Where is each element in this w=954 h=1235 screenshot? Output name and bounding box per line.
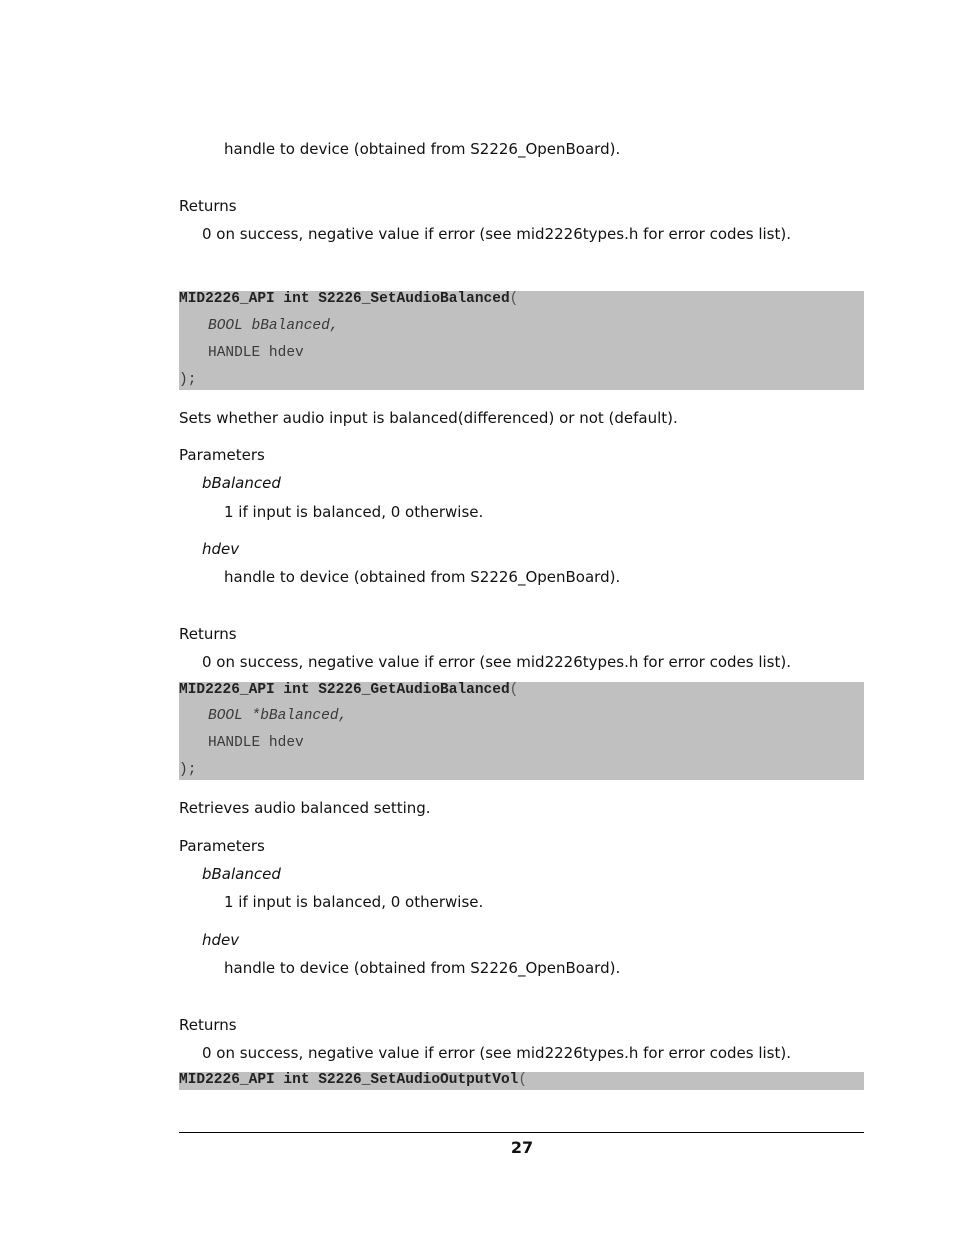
returns-heading-1: Returns bbox=[179, 197, 237, 215]
param-desc-hdev: handle to device (obtained from S2226_OpenBoard). bbox=[224, 959, 621, 977]
param-name-bbalanced: bBalanced bbox=[202, 474, 281, 492]
code-arg-bbalanced: BOOL *bBalanced, bbox=[208, 708, 348, 724]
footer-divider bbox=[179, 1132, 864, 1133]
code-block-get-audio-balanced bbox=[179, 682, 864, 780]
code-block-set-audio-balanced bbox=[179, 291, 864, 390]
description-get: Retrieves audio balanced setting. bbox=[179, 799, 431, 817]
code-arg-hdev: HANDLE hdev bbox=[208, 735, 304, 751]
returns-heading-2: Returns bbox=[179, 625, 237, 643]
function-signature: MID2226_API int S2226_SetAudioOutputVol( bbox=[179, 1072, 528, 1088]
code-close: ); bbox=[179, 372, 197, 388]
param-name-hdev: hdev bbox=[202, 931, 240, 949]
page-number: 27 bbox=[510, 1138, 534, 1157]
code-block-set-audio-output-vol bbox=[179, 1072, 864, 1090]
parameters-heading-2: Parameters bbox=[179, 837, 265, 855]
param-name-hdev: hdev bbox=[202, 540, 240, 558]
code-arg-bbalanced: BOOL bBalanced, bbox=[208, 318, 339, 334]
returns-text-3: 0 on success, negative value if error (see mid2226types.h for error codes list). bbox=[202, 1044, 791, 1062]
returns-text-2: 0 on success, negative value if error (see mid2226types.h for error codes list). bbox=[202, 653, 791, 671]
returns-text-1: 0 on success, negative value if error (see mid2226types.h for error codes list). bbox=[202, 225, 791, 243]
description-set: Sets whether audio input is balanced(differenced) or not (default). bbox=[179, 409, 678, 427]
code-close: ); bbox=[179, 762, 197, 778]
param-name-bbalanced: bBalanced bbox=[202, 865, 281, 883]
param-desc-hdev: handle to device (obtained from S2226_OpenBoard). bbox=[224, 568, 621, 586]
param-desc-hdev-top: handle to device (obtained from S2226_OpenBoard). bbox=[224, 140, 621, 158]
param-desc-bbalanced: 1 if input is balanced, 0 otherwise. bbox=[224, 893, 484, 911]
function-signature: MID2226_API int S2226_SetAudioBalanced( bbox=[179, 291, 519, 307]
code-arg-hdev: HANDLE hdev bbox=[208, 345, 304, 361]
returns-heading-3: Returns bbox=[179, 1016, 237, 1034]
parameters-heading-1: Parameters bbox=[179, 446, 265, 464]
param-desc-bbalanced: 1 if input is balanced, 0 otherwise. bbox=[224, 503, 484, 521]
function-signature: MID2226_API int S2226_GetAudioBalanced( bbox=[179, 682, 519, 698]
